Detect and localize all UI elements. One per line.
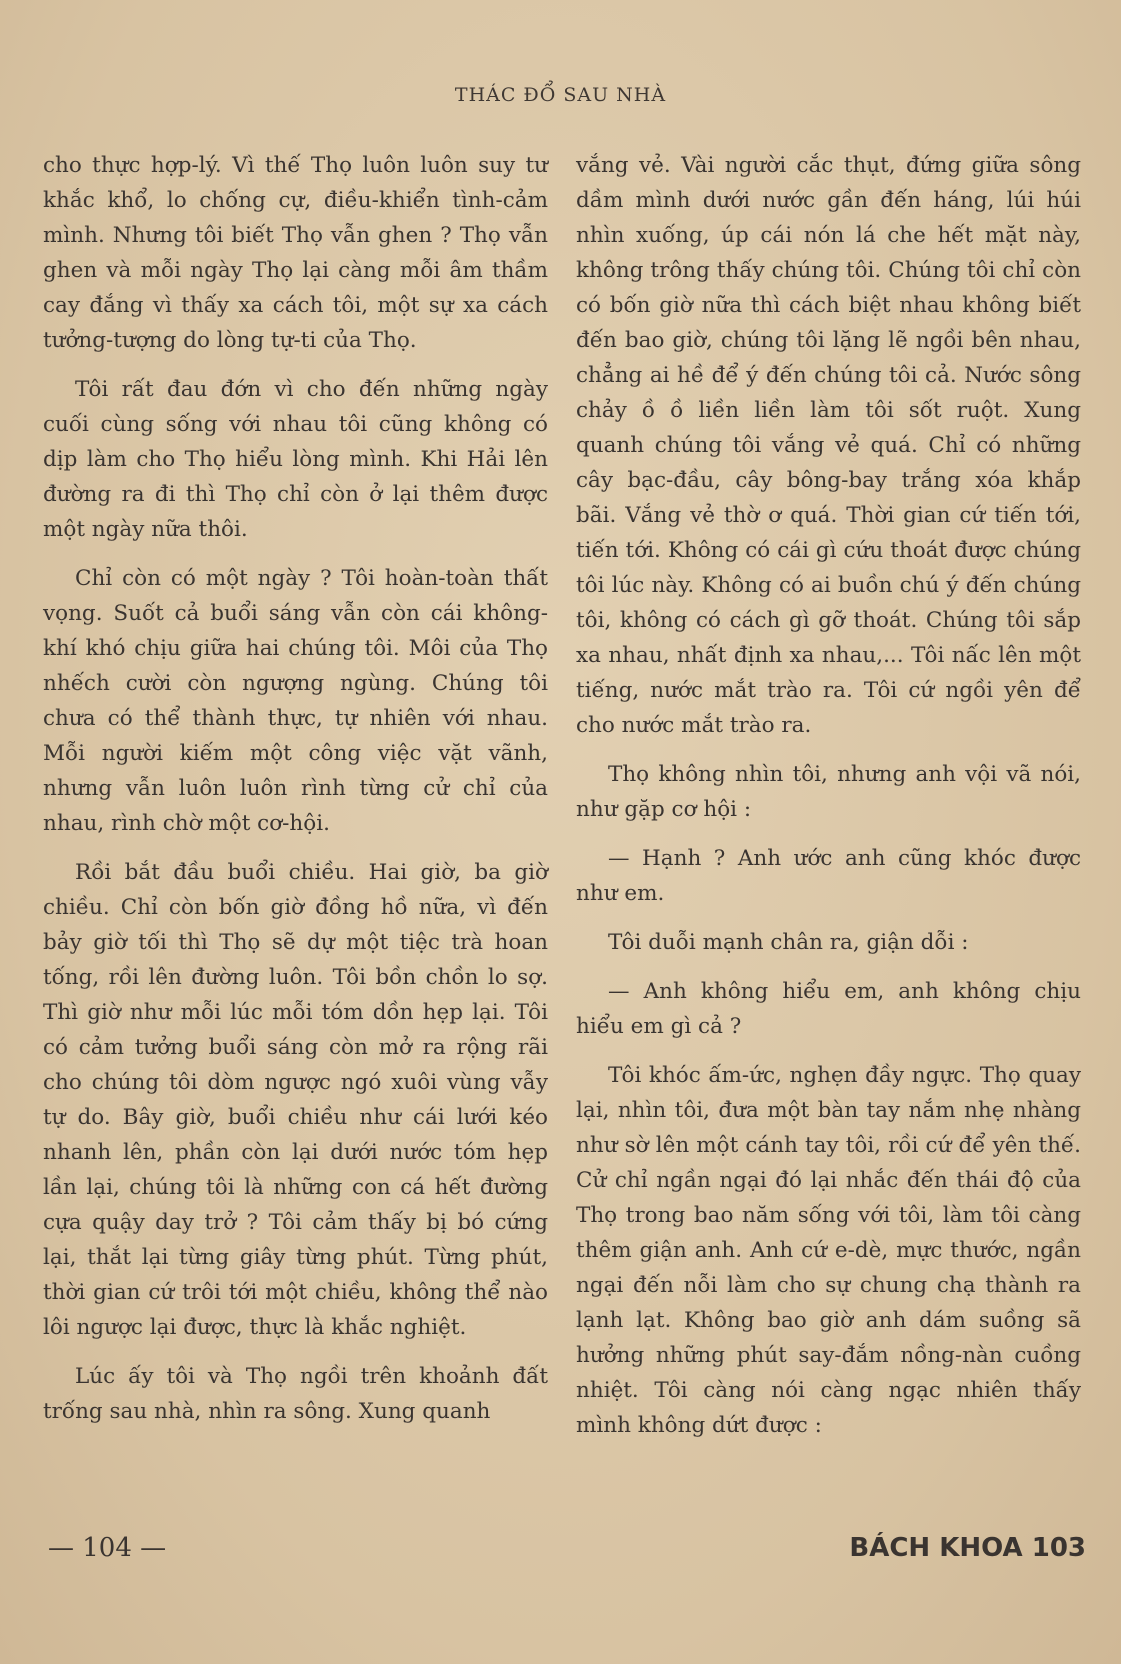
paragraph: Tôi khóc ấm-ức, nghẹn đầy ngực. Thọ quay lại, nhìn tôi, đưa một bàn tay nắm nhẹ nhàng như sờ lên một cánh tay tôi, rồi cứ để yên thế. Cử chỉ ngần ngại đó lại nhắc đến thái độ của Thọ trong bao năm sống với tôi, làm tôi càng thêm giận anh. Anh cứ e-dè, mực thước, ngần ngại đến nỗi làm cho sự chung chạ thành ra lạnh lạt. Không bao giờ anh dám suồng sã hưởng những phút say-đắm nồng-nàn cuồng nhiệt. Tôi càng nói càng ngạc nhiên thấy mình không dứt được :: [576, 1063, 1081, 1438]
paragraph: Thọ không nhìn tôi, nhưng anh vội vã nói, như gặp cơ hội :: [576, 762, 1081, 822]
magazine-name: BÁCH KHOA 103: [849, 1533, 1086, 1563]
left-column: [43, 148, 548, 1443]
paragraph: Rồi bắt đầu buổi chiều. Hai giờ, ba giờ chiều. Chỉ còn bốn giờ đồng hồ nữa, vì đến bảy giờ tối thì Thọ sẽ dự một tiệc trà hoan tống, rồi lên đường luôn. Tôi bồn chồn lo sợ. Thì giờ như mỗi lúc mỗi tóm dồn hẹp lại. Tôi có cảm tưởng buổi sáng còn mở ra rộng rãi cho chúng tôi dòm ngược ngó xuôi vùng vẫy tự do. Bây giờ, buổi chiều như cái lưới kéo nhanh lên, phần còn lại dưới nước tóm hẹp lần lại, chúng tôi là những con cá hết đường cựa quậy day trở ? Tôi cảm thấy bị bó cứng lại, thắt lại từng giây từng phút. Từng phút, thời gian cứ trôi tới một chiều, không thể nào lôi ngược lại được, thực là khắc nghiệt.: [43, 860, 548, 1340]
paragraph: Tôi duỗi mạnh chân ra, giận dỗi :: [608, 930, 969, 955]
paragraph: Chỉ còn có một ngày ? Tôi hoàn-toàn thất vọng. Suốt cả buổi sáng vẫn còn cái không-khí khó chịu giữa hai chúng tôi. Môi của Thọ nhếch cười còn ngượng ngùng. Chúng tôi chưa có thể thành thực, tự nhiên với nhau. Mỗi người kiếm một công việc vặt vãnh, nhưng vẫn luôn luôn rình từng cử chỉ của nhau, rình chờ một cơ-hội.: [43, 566, 548, 836]
running-title: THÁC ĐỔ SAU NHÀ: [454, 84, 667, 106]
paragraph: vắng vẻ. Vài người cắc thụt, đứng giữa sông dầm mình dưới nước gần đến háng, lúi húi nhìn xuống, úp cái nón lá che hết mặt này, không trông thấy chúng tôi. Chúng tôi chỉ còn có bốn giờ nữa thì cách biệt nhau không biết đến bao giờ, chúng tôi lặng lẽ ngồi bên nhau, chẳng ai hề để ý đến chúng tôi cả. Nước sông chảy ồ ồ liền liền làm tôi sốt ruột. Xung quanh chúng tôi vắng vẻ quá. Chỉ có những cây bạc-đầu, cây bông-bay trắng xóa khắp bãi. Vắng vẻ thờ ơ quá. Thời gian cứ tiến tới, tiến tới. Không có cái gì cứu thoát được chúng tôi lúc này. Không có ai buồn chú ý đến chúng tôi, không có cách gì gỡ thoát. Chúng tôi sắp xa nhau, nhất định xa nhau,... Tôi nấc lên một tiếng, nước mắt trào ra. Tôi cứ ngồi yên để cho nước mắt trào ra.: [576, 153, 1081, 738]
paragraph: cho thực hợp-lý. Vì thế Thọ luôn luôn suy tư khắc khổ, lo chống cự, điều-khiển tình-cảm mình. Nhưng tôi biết Thọ vẫn ghen ? Thọ vẫn ghen và mỗi ngày Thọ lại càng mỗi âm thầm cay đắng vì thấy xa cách tôi, một sự xa cách tưởng-tượng do lòng tự-ti của Thọ.: [43, 153, 548, 353]
page-number: — 104 —: [48, 1533, 167, 1563]
right-column: [576, 148, 1081, 1457]
paragraph: Lúc ấy tôi và Thọ ngồi trên khoảnh đất trống sau nhà, nhìn ra sông. Xung quanh: [43, 1364, 548, 1424]
dialogue-line: — Hạnh ? Anh ước anh cũng khóc được như em.: [576, 846, 1081, 906]
paragraph: Tôi rất đau đớn vì cho đến những ngày cuối cùng sống với nhau tôi cũng không có dịp làm cho Thọ hiểu lòng mình. Khi Hải lên đường ra đi thì Thọ chỉ còn ở lại thêm được một ngày nữa thôi.: [43, 377, 548, 542]
dialogue-line: — Anh không hiểu em, anh không chịu hiểu em gì cả ?: [576, 979, 1081, 1039]
